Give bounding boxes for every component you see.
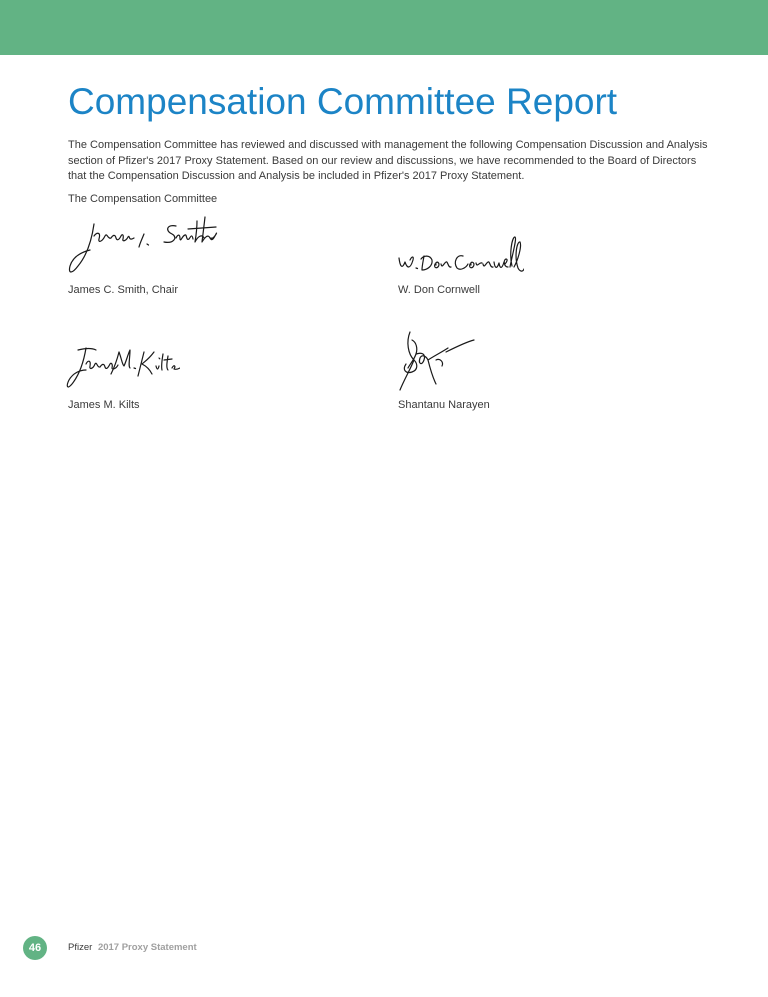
header-band: [0, 0, 768, 55]
page-title: Compensation Committee Report: [68, 81, 618, 122]
page-number-badge: 46: [23, 936, 47, 960]
footer-brand: Pfizer: [68, 942, 93, 953]
signatory-name: W. Don Cornwell: [398, 284, 480, 296]
signature-james-m-kilts: [64, 342, 180, 392]
signatory-name: Shantanu Narayen: [398, 399, 490, 411]
signatory-name: James M. Kilts: [68, 399, 140, 411]
footer-document-title: 2017 Proxy Statement: [97, 942, 197, 953]
footer-label: [68, 942, 197, 954]
report-body-text: The Compensation Committee has reviewed and discussed with management the following Compensation Discussion and Analysis section of Pfizer's 2017 Proxy Statement. Based on our review and discussions, we have recommended to the Board of Directors that the Compensation Discussion and Analysis be included in Pfizer's 2017 Proxy Statement.: [68, 139, 708, 182]
signature-w-don-cornwell: [394, 232, 524, 278]
committee-label: The Compensation Committee: [68, 193, 218, 205]
signature-james-c-smith: [64, 212, 224, 278]
signature-shantanu-narayen: [396, 330, 478, 394]
signatory-name: James C. Smith, Chair: [68, 284, 179, 296]
